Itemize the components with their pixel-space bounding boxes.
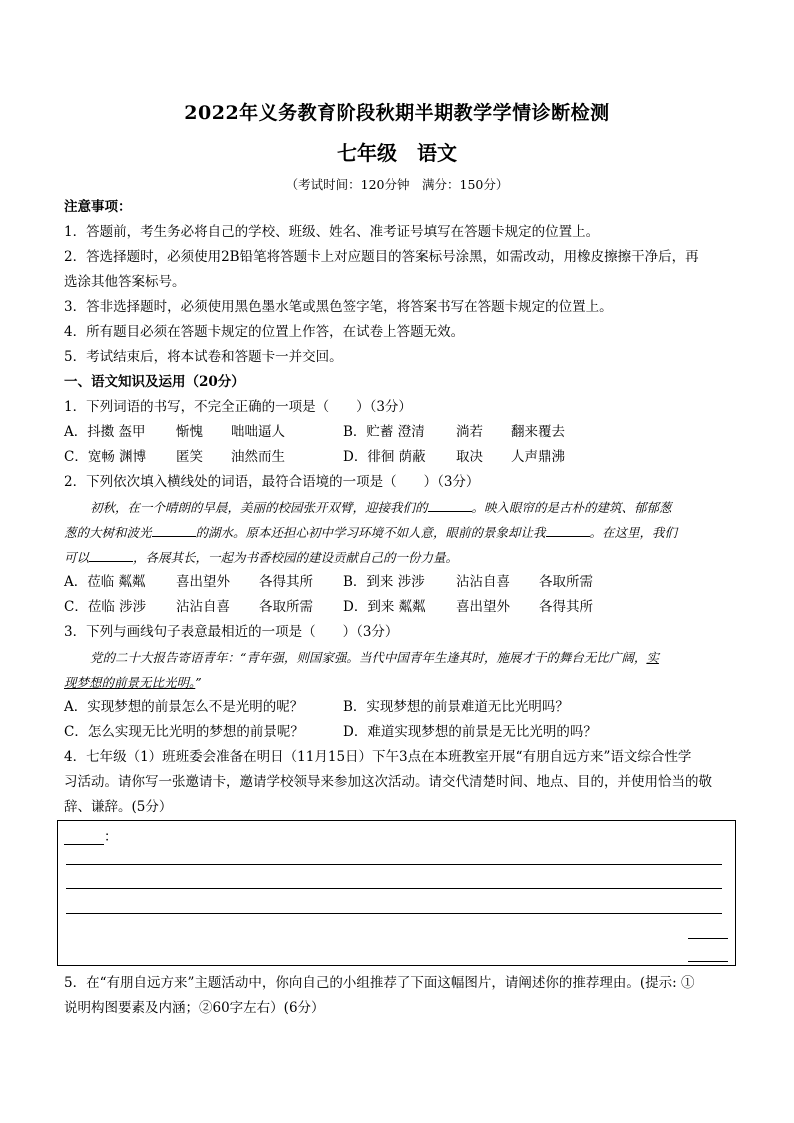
q2-option-d-word3: 各得其所 [539, 599, 593, 615]
q2-option-b-word3: 各取所需 [539, 574, 593, 590]
q2-passage-text: 可以 [64, 550, 90, 565]
answer-line[interactable] [66, 864, 722, 865]
salutation [64, 825, 118, 845]
salutation-colon: ： [104, 829, 118, 845]
q1-option-d-word3: 人声鼎沸 [511, 449, 565, 465]
q2-option-b-words: B．到来 涉涉 [343, 574, 425, 590]
fill-blank [428, 499, 472, 512]
q1-option-d-words: D．徘徊 荫蔽 [343, 449, 426, 465]
q3-underlined-sentence: 实 [646, 650, 659, 665]
date-line[interactable] [688, 961, 728, 962]
q2-passage-text: 。映入眼帘的是古朴的建筑、郁郁葱 [471, 500, 672, 515]
q2-passage [64, 495, 730, 570]
fill-blank [152, 524, 196, 537]
notes-heading: 注意事项： [64, 199, 132, 215]
q3-passage [64, 645, 730, 695]
note-item: 4．所有题目必须在答题卡规定的位置上作答，在试卷上答题无效。 [64, 324, 465, 340]
invitation-answer-box[interactable] [57, 820, 736, 966]
q1-option-c-words: C．宽畅 渊博 [64, 449, 147, 465]
q2-option-a-words: A．莅临 粼粼 [64, 574, 146, 590]
q5-stem-line: 说明构图要素及内涵；②60字左右）(6分） [64, 1000, 325, 1016]
note-item: 3．答非选择题时，必须使用黑色墨水笔或黑色签字笔，将答案书写在答题卡规定的位置上。 [64, 299, 613, 315]
answer-line[interactable] [66, 888, 722, 889]
exam-info: （考试时间：120分钟 满分：150分） [285, 177, 509, 192]
note-item: 2．答选择题时，必须使用2B铅笔将答题卡上对应题目的答案标号涂黑，如需改动，用橡皮擦擦干净后，再 [64, 249, 699, 265]
q2-option-d-word2: 喜出望外 [456, 599, 510, 615]
q1-option-c-word3: 油然而生 [231, 449, 285, 465]
q5-stem-line: 5．在“有朋自远方来”主题活动中，你向自己的小组推荐了下面这幅图片，请阐述你的推荐理由。(提示: ① [64, 975, 695, 991]
q2-passage-text: ，各展其长，一起为书香校园的建设贡献自己的一份力量。 [133, 550, 459, 565]
q2-option-b-word2: 沾沾自喜 [456, 574, 510, 590]
note-item: 1．答题前，考生务必将自己的学校、班级、姓名、准考证号填写在答题卡规定的位置上。 [64, 224, 600, 240]
q2-option-c-word2: 沾沾自喜 [176, 599, 230, 615]
q3-underlined-sentence: 现梦想的前景无比光明。 [64, 675, 196, 690]
fill-blank [546, 524, 590, 537]
q3-stem: 3．下列与画线句子表意最相近的一项是（ ）（3分） [64, 624, 399, 640]
section-heading: 一、语文知识及运用（20分） [64, 374, 245, 390]
answer-line[interactable] [66, 913, 722, 914]
fill-blank [89, 549, 133, 562]
q2-passage-text: 的湖水。原本还担心初中学习环境不如人意，眼前的景象却让我 [195, 525, 546, 540]
q2-option-c-word3: 各取所需 [259, 599, 313, 615]
salutation-blank[interactable] [64, 830, 104, 845]
note-item: 5．考试结束后，将本试卷和答题卡一并交回。 [64, 349, 343, 365]
signature-line[interactable] [688, 938, 728, 939]
q3-passage-text: 党的二十大报告寄语青年：“青年强，则国家强。当代中国青年生逢其时，施展才干的舞台无比广阔， [90, 650, 647, 665]
q1-option-a-word3: 咄咄逼人 [231, 424, 285, 440]
q3-option-a: A．实现梦想的前景怎么不是光明的呢？ [64, 699, 304, 715]
q4-stem-line: 4．七年级（1）班班委会准备在明日（11月15日）下午3点在本班教室开展“有朋自远方来”语文综合性学 [64, 749, 692, 765]
exam-subtitle: 七年级 语文 [337, 141, 457, 165]
q2-option-c-words: C．莅临 涉涉 [64, 599, 147, 615]
q1-option-b-word3: 翻来覆去 [511, 424, 565, 440]
q2-option-a-word3: 各得其所 [259, 574, 313, 590]
q2-passage-text: 。在这里，我们 [589, 525, 678, 540]
q2-option-a-word2: 喜出望外 [176, 574, 230, 590]
q3-passage-text: ” [195, 675, 202, 690]
q1-option-b-word2: 淌若 [456, 424, 483, 440]
q3-option-b: B．实现梦想的前景难道无比光明吗？ [343, 699, 569, 715]
q2-passage-text: 初秋，在一个晴朗的早晨，美丽的校园张开双臂，迎接我们的 [90, 500, 428, 515]
q4-stem-line: 辞、谦辞。(5分） [64, 799, 173, 815]
q1-option-a-word2: 惭愧 [176, 424, 203, 440]
q4-stem-line: 习活动。请你写一张邀请卡，邀请学校领导来参加这次活动。请交代清楚时间、地点、目的，并使用恰当的敬 [64, 774, 712, 790]
q1-stem: 1．下列词语的书写，不完全正确的一项是（ ）（3分） [64, 399, 412, 415]
q2-stem: 2．下列依次填入横线处的词语，最符合语境的一项是（ ）（3分） [64, 474, 480, 490]
q1-option-d-word2: 取决 [456, 449, 483, 465]
q1-option-a-words: A．抖擞 盔甲 [64, 424, 146, 440]
note-item: 选涂其他答案标号。 [64, 274, 186, 290]
q3-option-d: D．难道实现梦想的前景是无比光明的吗？ [343, 724, 597, 740]
q2-option-d-words: D．到来 粼粼 [343, 599, 426, 615]
q3-option-c: C．怎么实现无比光明的梦想的前景呢？ [64, 724, 304, 740]
q1-option-b-words: B．贮蓄 澄清 [343, 424, 425, 440]
q2-passage-text: 葱的大树和波光 [64, 525, 152, 540]
exam-title: 2022年义务教育阶段秋期半期教学学情诊断检测 [184, 102, 610, 124]
q1-option-c-word2: 匿笑 [176, 449, 203, 465]
